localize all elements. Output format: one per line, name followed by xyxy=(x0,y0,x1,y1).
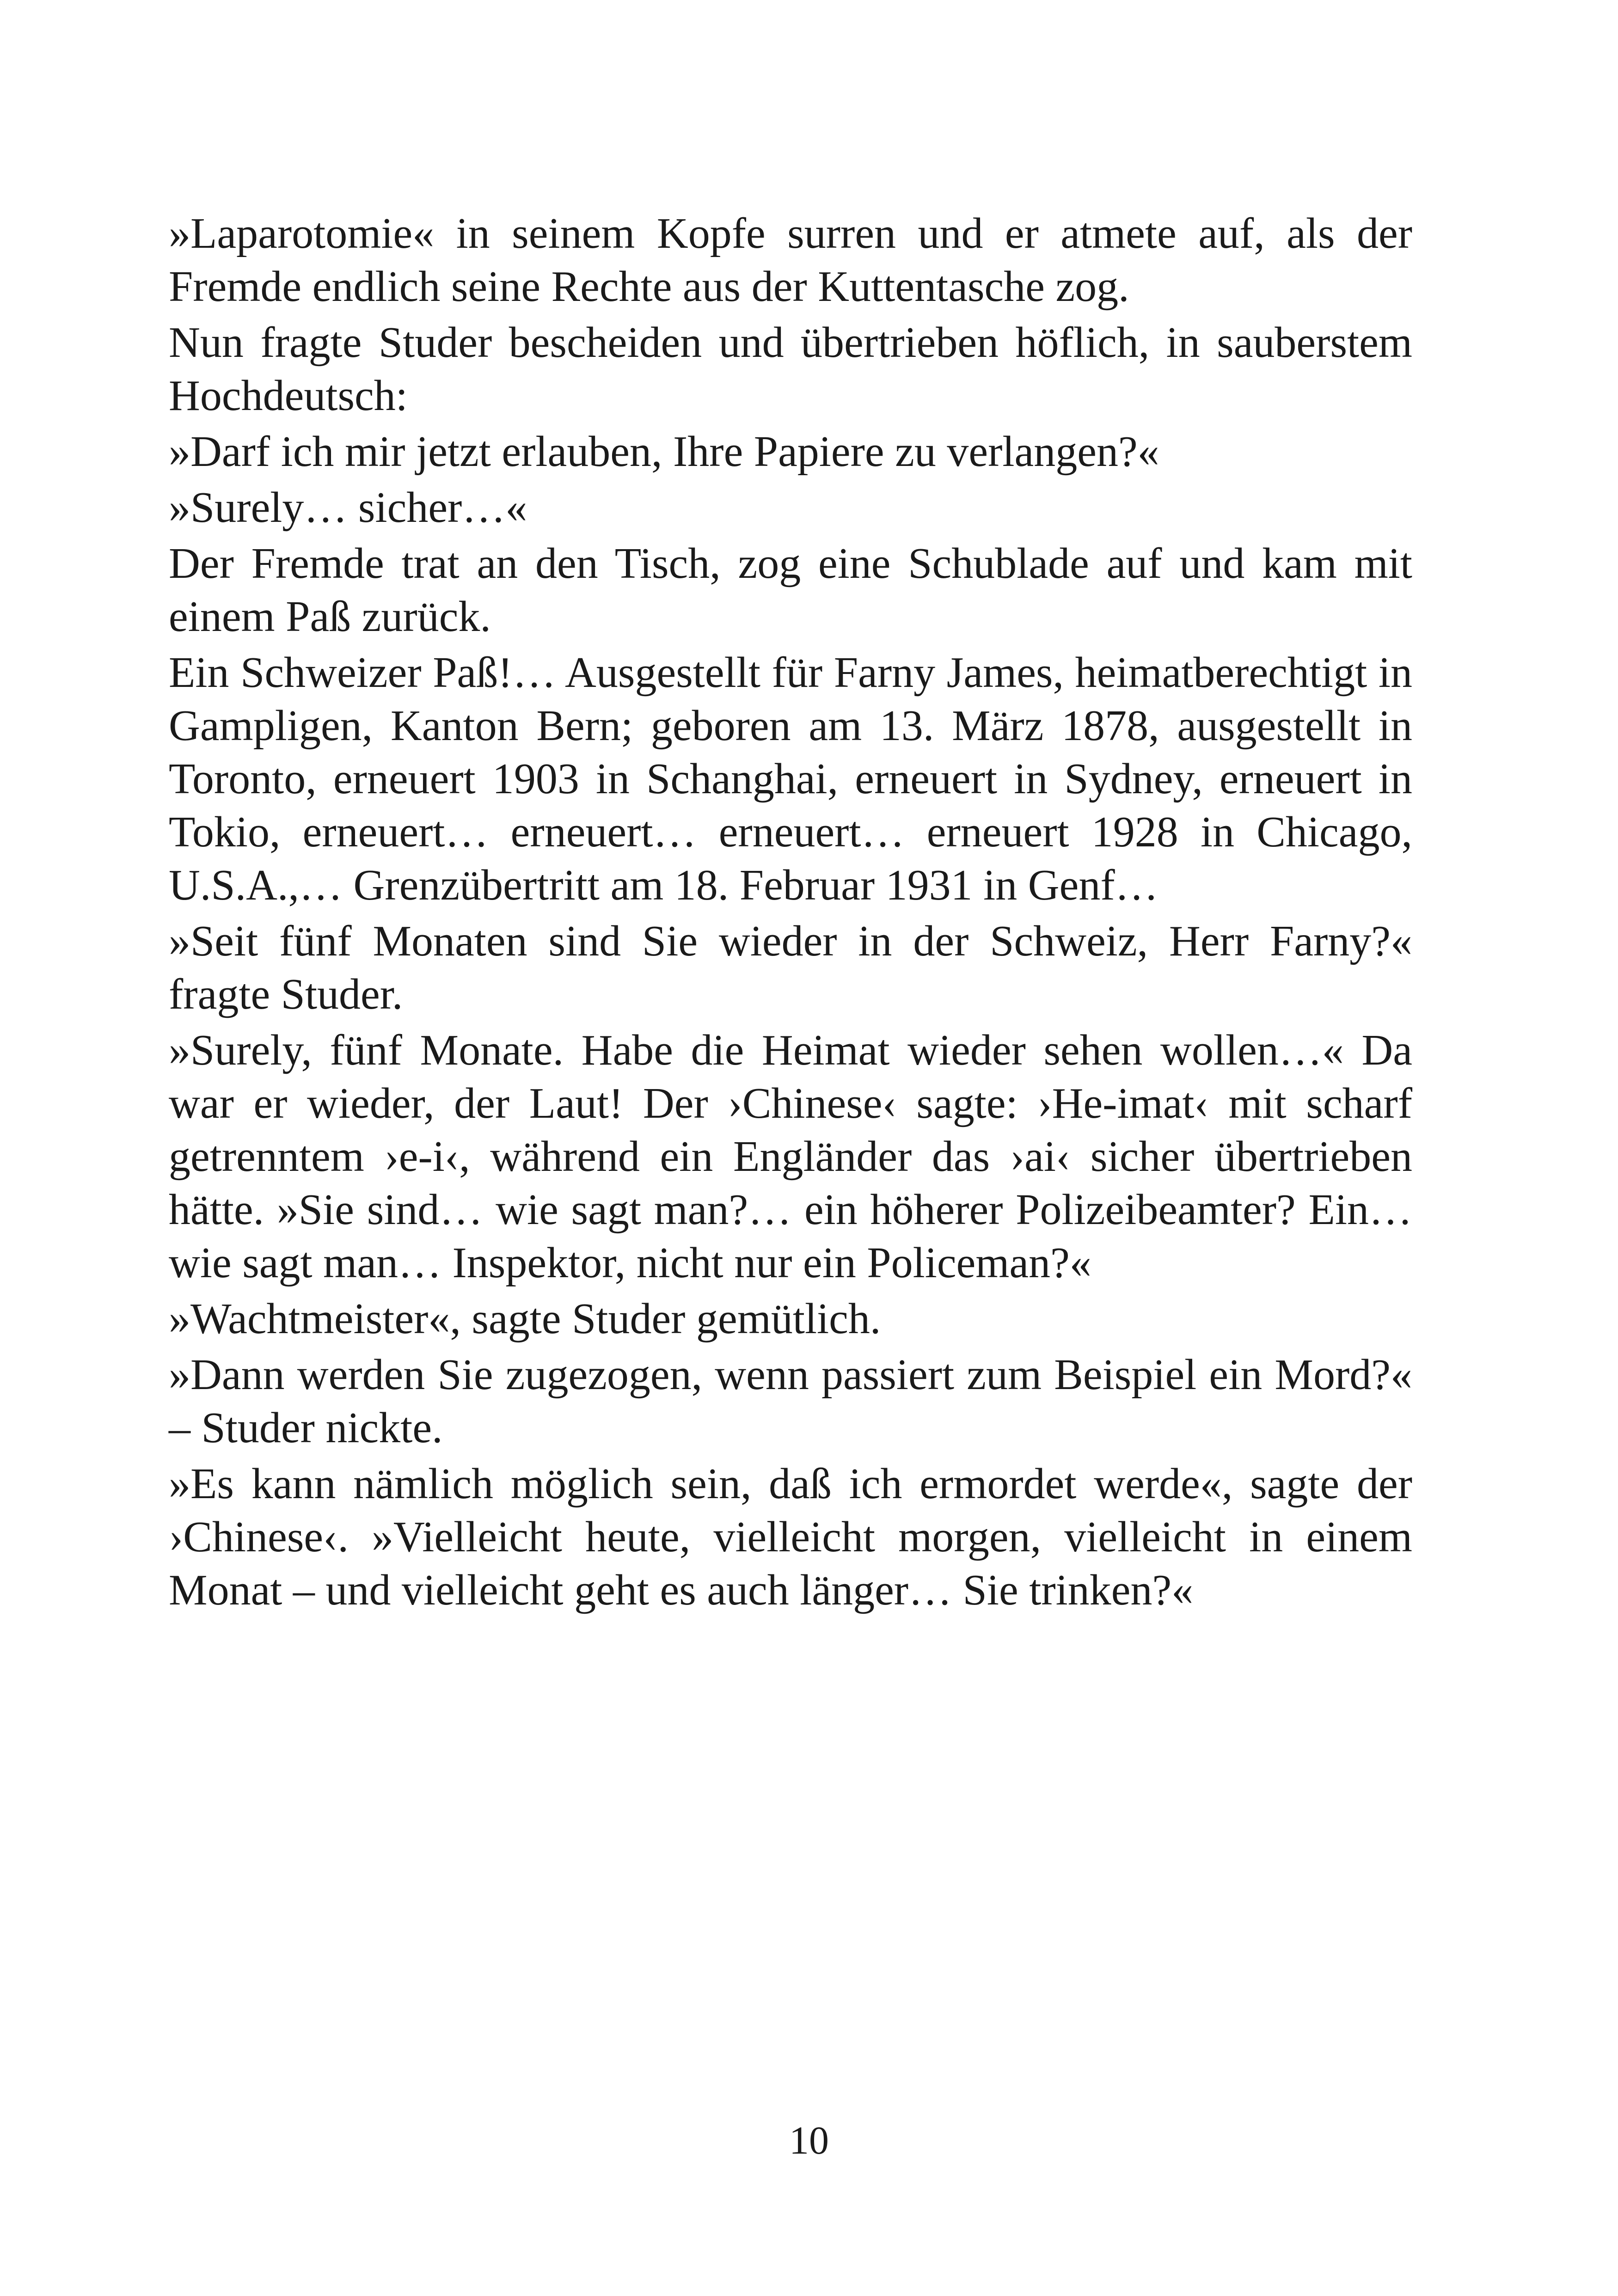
paragraph: Ein Schweizer Paß!… Ausgestellt für Farny James, heimatberechtigt in Gampligen, Kanton Bern; geboren am 13. März 1878, ausgestellt in Toronto, erneuert 1903 in Schanghai, erneuert in Sydney, erneuert in Tokio, erneuert… erneuert… erneuert… erneuert 1928 in Chicago, U.S.A.,… Grenzübertritt am 18. Februar 1931 in Genf… xyxy=(169,649,1412,909)
body-text xyxy=(169,207,1412,1620)
paragraph: Der Fremde trat an den Tisch, zog eine Schublade auf und kam mit einem Paß zurück. xyxy=(169,539,1412,641)
paragraph: »Seit fünf Monaten sind Sie wieder in der Schweiz, Herr Farny?« fragte Studer. xyxy=(169,917,1412,1018)
paragraph: »Surely… sicher…« xyxy=(169,484,527,532)
paragraph: »Wachtmeister«, sagte Studer gemütlich. xyxy=(169,1295,881,1343)
paragraph: »Laparotomie« in seinem Kopfe surren und er atmete auf, als der Fremde endlich seine Rechte aus der Kuttentasche zog. xyxy=(169,209,1412,311)
page-number: 10 xyxy=(789,2118,829,2162)
paragraph: »Dann werden Sie zugezogen, wenn passiert zum Beispiel ein Mord?« – Studer nickte. xyxy=(169,1351,1412,1452)
paragraph: »Darf ich mir jetzt erlauben, Ihre Papiere zu verlangen?« xyxy=(169,428,1159,476)
paragraph: Nun fragte Studer bescheiden und übertrieben höflich, in sauberstem Hochdeutsch: xyxy=(169,318,1412,420)
paragraph: »Es kann nämlich möglich sein, daß ich ermordet werde«, sagte der ›Chinese‹. »Vielleicht heute, vielleicht morgen, vielleicht in einem Monat – und vielleicht geht es auch länger… Sie trinken?« xyxy=(169,1460,1412,1614)
paragraph: »Surely, fünf Monate. Habe die Heimat wieder sehen wollen…« Da war er wieder, der Laut! Der ›Chinese‹ sagte: ›He-imat‹ mit scharf getrenntem ›e-i‹, während ein Engländer das ›ai‹ sicher übertrieben hätte. »Sie sind… wie sagt man?… ein höherer Polizeibeamter? Ein… wie sagt man… Inspektor, nicht nur ein Policeman?« xyxy=(169,1026,1412,1287)
